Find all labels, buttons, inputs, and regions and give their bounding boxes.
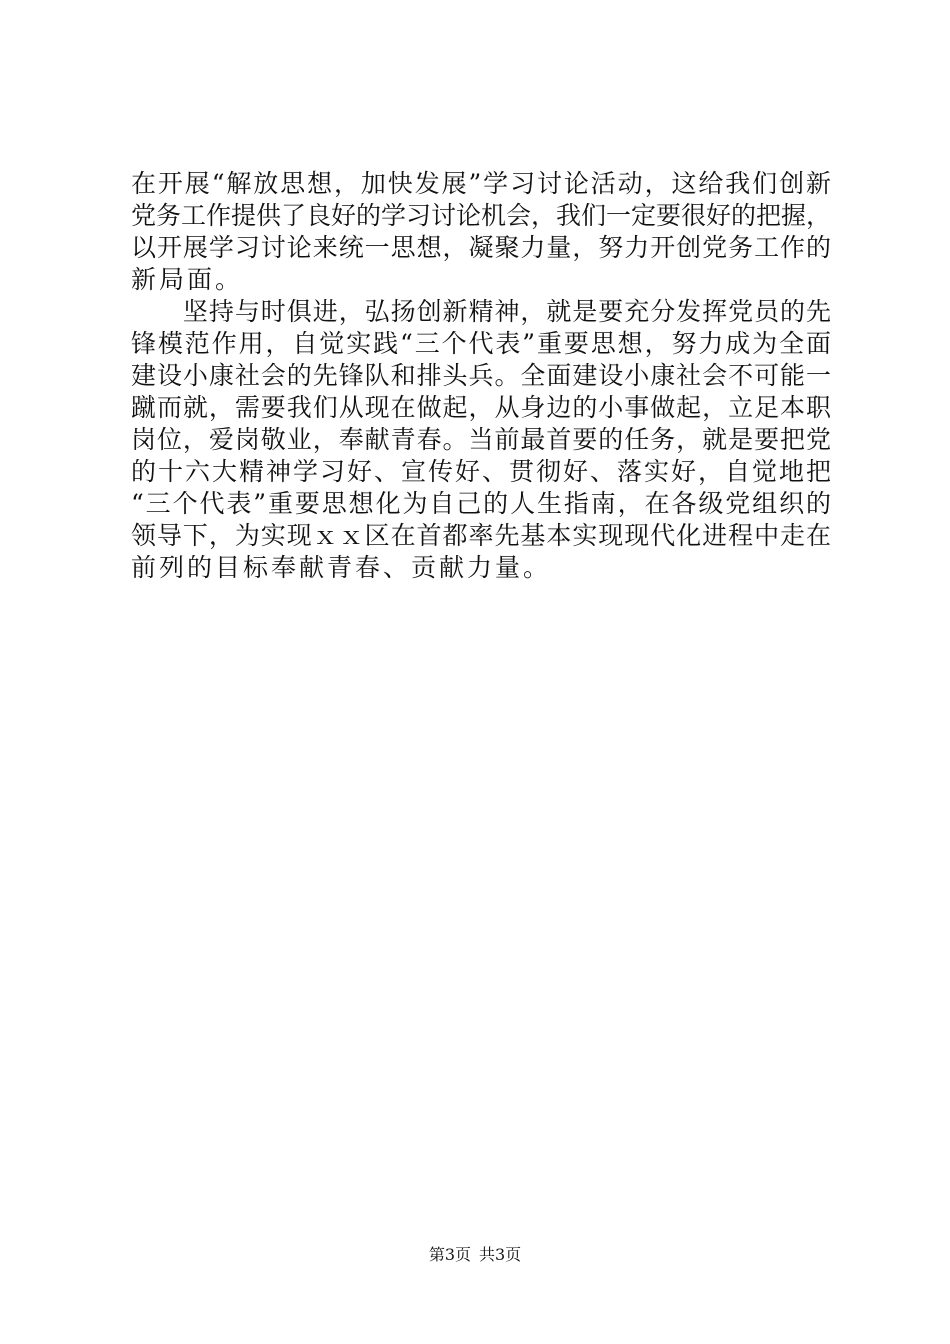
page-number-current: 第3页 <box>428 1245 471 1264</box>
body-text <box>131 168 831 584</box>
text-line: 的十六大精神学习好、宣传好、贯彻好、落实好，自觉地把 <box>131 457 831 486</box>
text-line: 前列的目标奉献青春、贡献力量。 <box>131 553 552 582</box>
text-line: 坚持与时俱进，弘扬创新精神，就是要充分发挥党员的先 <box>131 297 831 326</box>
text-line: 岗位，爱岗敬业，奉献青春。当前最首要的任务，就是要把党 <box>131 425 831 454</box>
text-line: 以开展学习讨论来统一思想，凝聚力量，努力开创党务工作的 <box>131 233 831 262</box>
text-line: 在开展“解放思想，加快发展”学习讨论活动，这给我们创新 <box>131 169 831 198</box>
page-footer <box>0 1243 950 1267</box>
text-line: 蹴而就，需要我们从现在做起，从身边的小事做起，立足本职 <box>131 393 831 422</box>
text-line: 领导下，为实现ｘｘ区在首都率先基本实现现代化进程中走在 <box>131 521 831 550</box>
text-line: 新局面。 <box>131 265 244 294</box>
text-line: 党务工作提供了良好的学习讨论机会，我们一定要很好的把握， <box>131 201 832 230</box>
text-line: 锋模范作用，自觉实践“三个代表”重要思想，努力成为全面 <box>131 329 831 358</box>
text-line: 建设小康社会的先锋队和排头兵。全面建设小康社会不可能一 <box>131 361 831 390</box>
page-number-total: 共3页 <box>479 1245 522 1264</box>
text-line: “三个代表”重要思想化为自己的人生指南，在各级党组织的 <box>131 489 831 518</box>
